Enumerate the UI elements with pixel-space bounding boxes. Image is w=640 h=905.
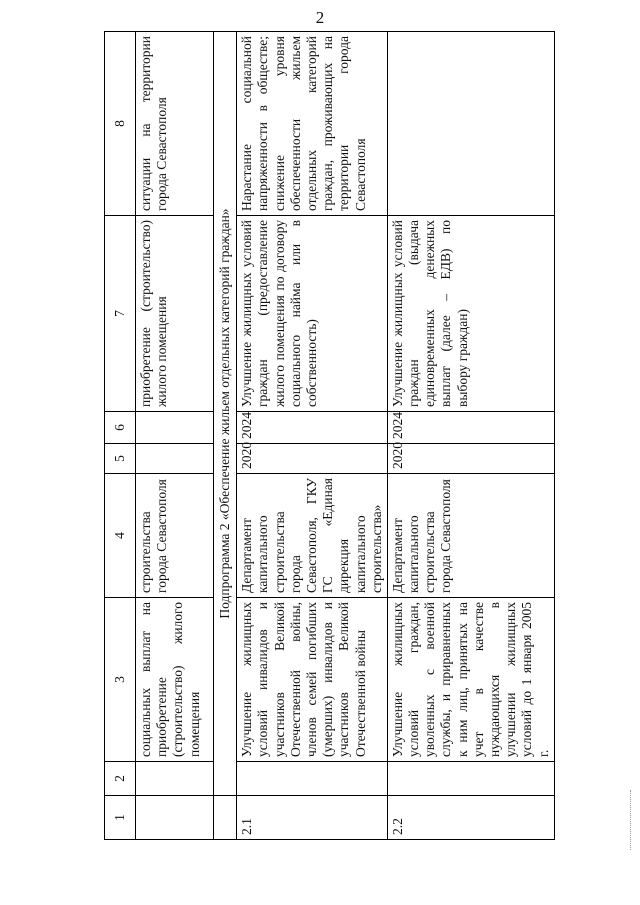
table-cell [237, 762, 388, 796]
end-year: 2024 [237, 412, 388, 444]
table-cell [136, 412, 214, 444]
rotated-table-container [104, 32, 551, 840]
table-row [387, 32, 554, 840]
row-number: 2.1 [237, 796, 388, 840]
table-cell: социальных выплат на приобретение (строительство) жилого помещения [136, 598, 214, 762]
col-header: 2 [105, 762, 136, 796]
col-header: 6 [105, 412, 136, 444]
table-cell: приобретение (строительство) жилого помещения [136, 216, 214, 412]
col-header: 3 [105, 598, 136, 762]
table-cell: Улучшение жилищных условий граждан, уволенных с военной службы, и приравненных к ним лиц, принятых на учет в качестве нуждающихся в улучшении жилищных условий до 1 января 2005 г. [387, 598, 554, 762]
row-number: 2.2 [387, 796, 554, 840]
col-header: 8 [105, 32, 136, 216]
subprogram-title: Подпрограмма 2 «Обеспечение жильем отдельных категорий граждан» [214, 32, 237, 796]
table-row [237, 32, 388, 840]
page-number: 2 [315, 8, 325, 27]
table-cell: ситуации на территории города Севастополя [136, 32, 214, 216]
header-row [105, 32, 136, 840]
table-cell [136, 444, 214, 474]
end-year: 2024 [387, 412, 554, 444]
table-cell [136, 762, 214, 796]
table-cell [387, 32, 554, 216]
table-cell: Департамент капитального строительства города Севастополя [387, 474, 554, 598]
table-cell: Улучшение жилищных условий граждан (предоставление жилого помещения по договору социального найма или в собственность) [237, 216, 388, 412]
table-row [136, 32, 214, 840]
col-header: 1 [105, 796, 136, 840]
table-cell: Улучшение жилищных условий инвалидов и участников Великой Отечественной войны, членов семей погибших (умерших) инвалидов и участников Великой Отечественной войны [237, 598, 388, 762]
table-cell: Улучшение жилищных условий граждан (выдача единовременных денежных выплат (далее – ЕДВ) по выбору граждан) [387, 216, 554, 412]
start-year: 2020 [387, 444, 554, 474]
col-header: 4 [105, 474, 136, 598]
table-cell: строительства города Севастополя [136, 474, 214, 598]
scan-edge-mark [630, 790, 634, 850]
program-table [104, 31, 555, 840]
table-cell [136, 796, 214, 840]
table-cell: Нарастание социальной напряженности в обществе; снижение уровня обеспеченности жильем отдельных категорий граждан, проживающих на территории города Севастополя [237, 32, 388, 216]
table-cell [387, 762, 554, 796]
table-cell: Департамент капитального строительства города Севастополя, ГКУ ГС «Единая дирекция капитального строительства» [237, 474, 388, 598]
start-year: 2020 [237, 444, 388, 474]
subprogram-row [214, 32, 237, 840]
col-header: 5 [105, 444, 136, 474]
col-header: 7 [105, 216, 136, 412]
